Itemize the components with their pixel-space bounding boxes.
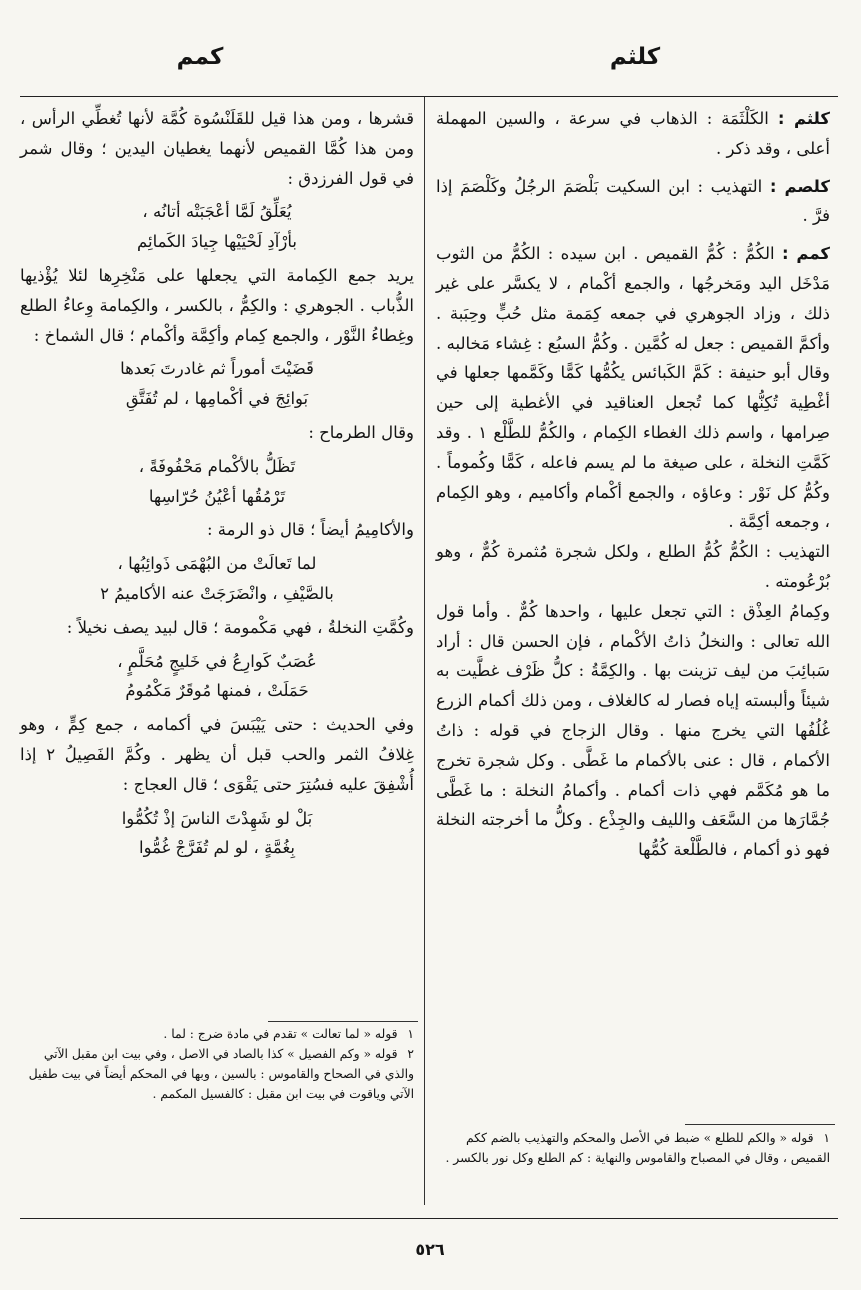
verse-line: قَضَيْتَ أموراً ثم غادرتَ بَعدها <box>120 359 314 379</box>
verse-line: لما تَعالَتْ من البُهْمَى ذَوائِبُها ، <box>117 554 317 574</box>
paragraph-hadith: وفي الحديث : حتى يَيْبَسَ في أكمامه ، جمع كِمٍّ ، وهو غِلافُ الثمر والحب قبل أن يظهر . وكُمَّ الفَصِيلُ ٢ إذا أُشْفِقَ عليه فسُتِرَ حتى يَقْوَى ؛ قال العجاج : <box>20 715 414 794</box>
entry-text-klthm: الكَلْثَمَة : الذهاب في سرعة ، والسين المهملة أعلى ، وقد ذكر . <box>436 109 830 158</box>
paragraph-tahdhib: التهذيب : الكُمُّ كُمُّ الطلع ، ولكل شجرة مُثمرة كُمٌّ ، وهو بُرْعُومته . <box>436 542 830 591</box>
column-separator <box>424 97 425 1205</box>
verse-line: يُعَلِّقُ لَمَّا أعْجَبَتْه أتانُه ، <box>142 202 292 222</box>
footnotes-left <box>20 1024 414 1104</box>
paragraph-akamim: والأكامِيمُ أيضاً ؛ قال ذو الرمة : <box>206 520 414 540</box>
verse-tirimmah <box>20 452 414 512</box>
footnote-number: ١ <box>823 1131 830 1145</box>
page-number: ٥٢٦ <box>415 1240 445 1259</box>
footnote <box>436 1128 830 1168</box>
verse-line: تَرْمُقُها أعْيُنُ حُرّاسِها <box>148 486 286 506</box>
right-running-headword: كلثم <box>609 44 661 70</box>
entry-text-klsm: التهذيب : ابن السكيت بَلْصَمَ الرجُلُ وكَلْصَمَ إذا فرَّ . <box>436 176 830 226</box>
paragraph-tirimmah: وقال الطرماح : <box>308 422 414 442</box>
footnote-text: قوله « والكم للطلع » ضبط في الأصل والمحكم والتهذيب بالضم ككم القميص ، وقال في المصباح والقاموس والنهاية : كم الطلع وكل نور بالكسر . <box>445 1131 830 1165</box>
verse-ajjaj <box>20 804 414 864</box>
footer-rule <box>20 1218 838 1219</box>
paragraph-kimam: وكِمامُ العِذْق : التي تجعل عليها ، واحدها كُمٌّ . وأما قول الله تعالى : والنخلُ ذاتُ الأكْمام ، فإن الحسن قال : أراد سَبائِبَ من ليف تزينت بها . والكِمَّةُ : كلُّ ظَرْف غطَّيت به شيئاً وألبسته إياه فصار له كالغلاف ، ومن ذلك أكمام الزرع غُلُفُها التي يخرج منها . وقال الزجاج في قوله : ذاتُ الأكمام ، قال : عنى بالأكمام ما غَطَّى . وكل شجرة تخرج ما هو مُكَمَّم فهي ذات أكمام . وأكمامُ النخلة : ما غَطَّى جُمَّارَها من السَّعَف والليف والجِذْع . وكلُّ ما أخرجته النخلة فهو ذو أكمام ، فالطَّلْعة كُمُّها <box>436 601 830 860</box>
verse-shammakh <box>20 354 414 414</box>
footnote <box>20 1044 414 1104</box>
header-rule <box>20 96 838 97</box>
footnote-text: قوله « لما تعالت » تقدم في مادة ضرج : لما . <box>163 1027 398 1041</box>
entry-kmm <box>436 239 830 537</box>
entry-klsm <box>436 172 830 232</box>
paragraph-yurid: يريد جمع الكِمامة التي يجعلها على مَنْخِرِها لئلا يُؤْذيها الذُّباب . الجوهري : والكِمُّ ، بالكسر ، والكِمامة وِعاءُ الطلع وغِطاءُ النَّوْر ، والجمع كِمام وأكِمَّة وأكْمام ؛ قال الشماخ : <box>20 265 414 345</box>
verse-line: حَمَلَتْ ، فمنها مُوقَرٌ مَكْمُومُ <box>125 681 309 701</box>
footnote-number: ١ <box>407 1027 414 1041</box>
verse-line: بَوائِجَ في أكْمامِها ، لم تُفَتَّقِ <box>125 389 309 409</box>
verse-line: بَلْ لو شَهِدْتَ الناسَ إذْ تُكُمُّوا <box>121 808 313 828</box>
verse-farazdaq <box>20 197 414 257</box>
entry-klthm <box>436 104 830 164</box>
footnote-number: ٢ <box>407 1047 414 1061</box>
entry-text-kmm: الكُمُّ : كُمُّ القميص . ابن سيده : الكُمُّ من الثوب مَدْخَل اليد ومَخرجُها ، والجمع أكْمام ، لا يكسَّر على غير ذلك ، وزاد الجوهري في جمعه كِمَمة مثل حُبٍّ وحِبَبة . وأكمَّ القميص : جعل له كُمَّين . وكُمُّ السبُع : غِشاء مَخالبه . وقال أبو حنيفة : كَمَّ الكَبائس يكُمُّها كَمًّا وكَمَّمها جعلها في أغْطِية تُكِنُّها كما تُجعل العناقيد في الأغطية إلى حين صِرامها ، واسم ذلك الغطاء الكِمام ، والكُمُّ للطَّلْع ١ . وقد كَمَّتِ النخلة ، على صيغة ما لم يسم فاعله ، كَمًّا وكُموماً . وكُمُّ كل نَوْر : وعاؤه ، والجمع أكْمام وأكاميم ، وهو الكِمام ، وجمعه أكِمَّة . <box>436 244 830 532</box>
verse-line: بالصَّيْفِ ، وانْضَرَجَتْ عنه الأكاميمُ ٢ <box>100 583 334 603</box>
verse-dhu-al-rumma <box>20 549 414 609</box>
verse-line: بأرْآدِ لَحْيَيْها جِيادَ الكَمائِم <box>137 232 297 252</box>
verse-line: عُصَبٌ كَوارِعُ في خَليجٍ مُحَلَّمٍ ، <box>117 651 317 671</box>
entry-head-klthm: كلثم : <box>777 109 831 128</box>
left-column <box>20 104 414 867</box>
verse-line: بِغُمَّةٍ ، لو لم تُفَرَّجْ غُمُّوا <box>138 838 296 858</box>
verse-line: تَظَلُّ بالأكْمام مَحْفُوفَةً ، <box>138 456 296 476</box>
left-running-headword: كمم <box>176 44 224 70</box>
entry-head-klsm: كلصم : <box>769 176 831 196</box>
footnotes-right <box>436 1128 830 1168</box>
paragraph-kummat: وكُمَّتِ النخلةُ ، فهي مَكْمومة ؛ قال لبيد يصف نخيلاً : <box>66 617 414 637</box>
footnote-rule-left <box>268 1021 418 1022</box>
paragraph-open: قشرها ، ومن هذا قيل للقَلَنْسُوة كُمَّة لأنها تُغطِّي الرأس ، ومن هذا كُمَّا القميص لأنهما يغطيان اليدين ؛ وقال شمر في قول الفرزدق : <box>20 109 414 188</box>
entry-head-kmm: كمم : <box>781 244 830 264</box>
footnote-rule-right <box>685 1124 835 1125</box>
right-column <box>436 104 830 865</box>
footnote-text: قوله « وكم الفصيل » كذا بالصاد في الاصل ، وفي بيت ابن مقبل الآتي والذي في الصحاح والقاموس : بالسين ، وبها في المحكم أيضاً في بيت طفيل الآتي وياقوت في بيت ابن مقبل : كالفسيل المكمم . <box>28 1047 414 1101</box>
footnote <box>20 1024 414 1044</box>
verse-labid <box>20 647 414 707</box>
